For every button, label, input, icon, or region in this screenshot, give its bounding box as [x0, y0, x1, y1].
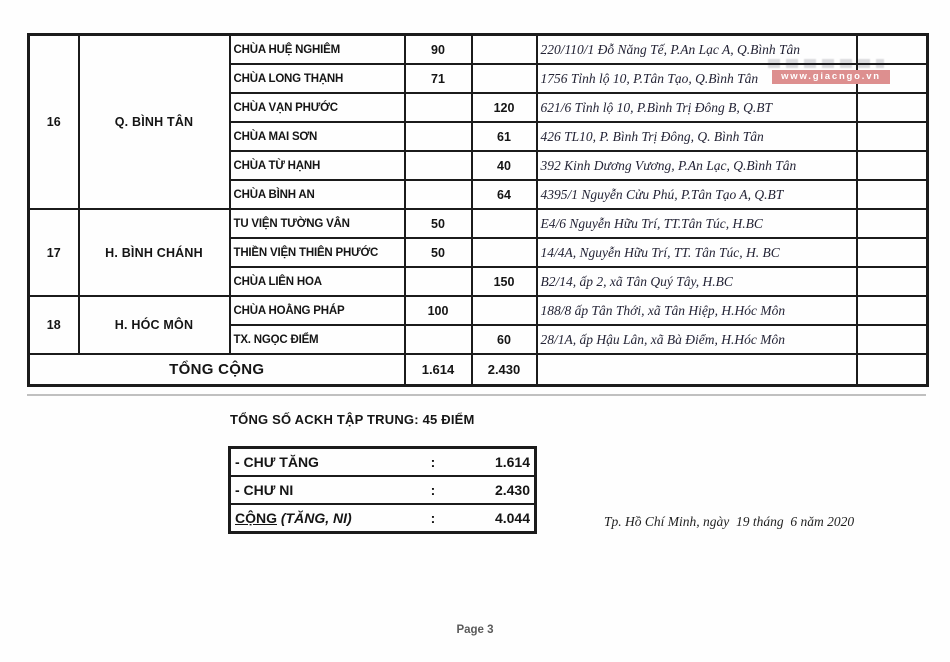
summary-table-body — [230, 448, 536, 533]
page-number: Page 3 — [456, 624, 494, 636]
row-number-cell: 17 — [29, 209, 79, 296]
summary-row — [230, 504, 536, 533]
ni-count-cell — [472, 64, 537, 93]
temple-name-cell: CHÙA BÌNH AN — [230, 180, 405, 209]
address-cell: E4/6 Nguyễn Hữu Trí, TT.Tân Túc, H.BC — [537, 209, 857, 238]
total-extra-cell — [857, 354, 928, 386]
extra-cell — [857, 325, 928, 354]
ni-count-cell: 150 — [472, 267, 537, 296]
temple-name-cell: THIỀN VIỆN THIÊN PHƯỚC — [230, 238, 405, 267]
ni-count-cell: 120 — [472, 93, 537, 122]
tang-count-cell — [405, 93, 472, 122]
ni-count-cell — [472, 35, 537, 65]
tang-count-cell: 71 — [405, 64, 472, 93]
address-cell: 392 Kinh Dương Vương, P.An Lạc, Q.Bình Tân — [537, 151, 857, 180]
temple-table — [27, 33, 929, 387]
watermark-ghost — [768, 59, 884, 68]
extra-cell — [857, 180, 928, 209]
temple-name-cell: CHÙA HUỆ NGHIÊM — [230, 35, 405, 65]
tang-count-cell: 90 — [405, 35, 472, 65]
ni-count-cell — [472, 209, 537, 238]
summary-row — [230, 476, 536, 504]
ni-count-cell — [472, 296, 537, 325]
summary-label-text: - CHƯ TĂNG — [235, 454, 319, 470]
summary-heading: TỔNG SỐ ACKH TẬP TRUNG: 45 ĐIỂM — [230, 412, 475, 427]
tang-count-cell: 100 — [405, 296, 472, 325]
extra-cell — [857, 238, 928, 267]
summary-value-cell: 2.430 — [452, 476, 536, 504]
address-cell: B2/14, ấp 2, xã Tân Quý Tây, H.BC — [537, 267, 857, 296]
temple-name-cell: TU VIỆN TƯỜNG VÂN — [230, 209, 405, 238]
temple-name-cell: CHÙA VẠN PHƯỚC — [230, 93, 405, 122]
extra-cell — [857, 296, 928, 325]
tang-count-cell: 50 — [405, 209, 472, 238]
extra-cell — [857, 209, 928, 238]
tang-count-cell — [405, 180, 472, 209]
address-cell: 1756 Tỉnh lộ 10, P.Tân Tạo, Q.Bình Tân — [537, 64, 857, 93]
temple-row — [29, 296, 928, 325]
summary-value-cell: 4.044 — [452, 504, 536, 533]
row-number-cell: 16 — [29, 35, 79, 210]
temple-name-cell: CHÙA TỪ HẠNH — [230, 151, 405, 180]
ni-count-cell: 61 — [472, 122, 537, 151]
address-cell: 14/4A, Nguyễn Hữu Trí, TT. Tân Túc, H. BC — [537, 238, 857, 267]
address-cell: 426 TL10, P. Bình Trị Đông, Q. Bình Tân — [537, 122, 857, 151]
tang-count-cell — [405, 122, 472, 151]
date-line: Tp. Hồ Chí Minh, ngày 19 tháng 6 năm 2020 — [604, 514, 855, 529]
table-bottom-scan-line — [27, 394, 926, 396]
row-number-cell: 18 — [29, 296, 79, 354]
ni-count-cell: 40 — [472, 151, 537, 180]
total-address-cell — [537, 354, 857, 386]
temple-name-cell: TX. NGỌC ĐIỂM — [230, 325, 405, 354]
summary-value-cell: 1.614 — [452, 448, 536, 477]
total-tang-cell: 1.614 — [405, 354, 472, 386]
temple-table-body — [29, 35, 928, 386]
summary-label-text: - CHƯ NI — [235, 482, 294, 498]
ni-count-cell: 60 — [472, 325, 537, 354]
summary-label-note: (TĂNG, NI) — [277, 510, 352, 526]
summary-label-cell — [230, 448, 415, 477]
summary-label-text: CỘNG — [235, 510, 277, 526]
district-cell: H. HÓC MÔN — [79, 296, 230, 354]
address-cell: 220/110/1 Đỗ Năng Tế, P.An Lạc A, Q.Bình Tân — [537, 35, 857, 65]
extra-cell — [857, 267, 928, 296]
temple-name-cell: CHÙA MAI SƠN — [230, 122, 405, 151]
summary-label-cell — [230, 476, 415, 504]
summary-row — [230, 448, 536, 477]
total-ni-cell: 2.430 — [472, 354, 537, 386]
total-label-cell: TỔNG CỘNG — [29, 354, 405, 386]
tang-count-cell — [405, 267, 472, 296]
tang-count-cell — [405, 151, 472, 180]
tang-count-cell — [405, 325, 472, 354]
extra-cell — [857, 93, 928, 122]
address-cell: 188/8 ấp Tân Thới, xã Tân Hiệp, H.Hóc Môn — [537, 296, 857, 325]
address-cell: 4395/1 Nguyễn Cửu Phú, P.Tân Tạo A, Q.BT — [537, 180, 857, 209]
temple-row — [29, 209, 928, 238]
summary-colon-cell: : — [414, 448, 452, 477]
ni-count-cell: 64 — [472, 180, 537, 209]
summary-table — [228, 446, 537, 534]
district-cell: H. BÌNH CHÁNH — [79, 209, 230, 296]
summary-colon-cell: : — [414, 504, 452, 533]
summary-label-cell — [230, 504, 415, 533]
temple-name-cell: CHÙA LIÊN HOA — [230, 267, 405, 296]
extra-cell — [857, 151, 928, 180]
watermark: www.giacngo.vn — [772, 70, 890, 84]
summary-colon-cell: : — [414, 476, 452, 504]
district-cell: Q. BÌNH TÂN — [79, 35, 230, 210]
total-row — [29, 354, 928, 386]
ni-count-cell — [472, 238, 537, 267]
address-cell: 621/6 Tỉnh lộ 10, P.Bình Trị Đông B, Q.BT — [537, 93, 857, 122]
address-cell: 28/1A, ấp Hậu Lân, xã Bà Điểm, H.Hóc Môn — [537, 325, 857, 354]
extra-cell — [857, 122, 928, 151]
temple-name-cell: CHÙA HOẰNG PHÁP — [230, 296, 405, 325]
temple-name-cell: CHÙA LONG THẠNH — [230, 64, 405, 93]
tang-count-cell: 50 — [405, 238, 472, 267]
